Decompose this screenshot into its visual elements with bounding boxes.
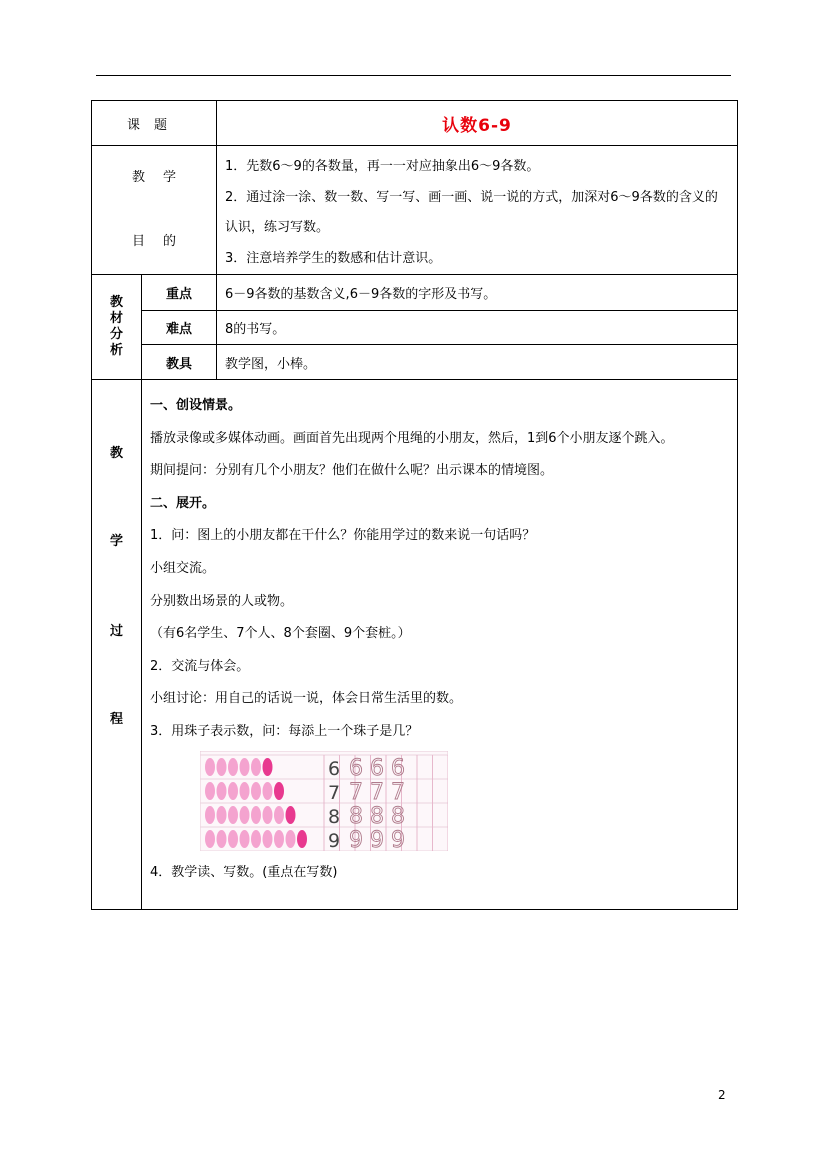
process-line: 1．问：图上的小朋友都在干什么？你能用学过的数来说一句话吗？ [150, 528, 536, 544]
bead [205, 782, 215, 800]
bead [263, 758, 273, 776]
bead [240, 782, 250, 800]
bead [228, 830, 238, 848]
objective-item: 3．注意培养学生的数感和估计意识。 [225, 250, 442, 266]
process-line: 3．用珠子表示数，问：每添上一个珠子是几？ [150, 723, 419, 739]
process-label-char: 教 [109, 446, 123, 461]
process-label-cell [92, 380, 142, 910]
traced-number: 7 [349, 779, 363, 805]
bead-counting-figure [200, 751, 448, 851]
bead [274, 830, 284, 848]
figure-number: 6 [328, 757, 341, 780]
bead [274, 782, 284, 800]
bead [240, 758, 250, 776]
bead [286, 806, 296, 824]
topic-label: 课题 [127, 117, 182, 133]
traced-number: 7 [370, 779, 384, 805]
traced-number: 9 [349, 827, 363, 851]
section-heading: 二、展开。 [150, 495, 216, 511]
bead [240, 830, 250, 848]
traced-number: 6 [370, 755, 384, 781]
bead [251, 782, 261, 800]
topic-label-cell [92, 101, 217, 146]
analysis-row-label: 难点 [142, 311, 217, 345]
analysis-row-text: 教学图，小棒。 [217, 345, 738, 380]
bead [217, 806, 227, 824]
bead [205, 806, 215, 824]
analysis-row-text: 6－9各数的基数含义,6－9各数的字形及书写。 [217, 275, 738, 311]
analysis-row-label: 重点 [142, 275, 217, 311]
traced-number: 8 [370, 803, 384, 829]
bead [286, 830, 296, 848]
bead [240, 806, 250, 824]
process-line: （有6名学生、7个人、8个套圈、9个套桩。） [150, 626, 411, 642]
bead [205, 758, 215, 776]
process-line: 小组交流。 [150, 560, 216, 576]
bead [217, 830, 227, 848]
figure-number: 7 [328, 781, 341, 804]
bead [274, 806, 284, 824]
process-label-char: 程 [109, 712, 123, 727]
process-label-char: 过 [109, 624, 123, 639]
traced-number: 9 [391, 827, 405, 851]
figure-number: 8 [328, 805, 341, 828]
process-label-char: 学 [109, 534, 123, 549]
bead [228, 806, 238, 824]
process-line: 期间提问：分别有几个小朋友？他们在做什么呢？出示课本的情境图。 [150, 463, 554, 479]
bead [217, 758, 227, 776]
section-heading: 一、创设情景。 [150, 398, 242, 413]
traced-number: 6 [349, 755, 363, 781]
bead [263, 782, 273, 800]
figure-number: 9 [328, 829, 341, 851]
bead [263, 806, 273, 824]
traced-number: 6 [391, 755, 405, 781]
topic-title: 认数6-9 [217, 101, 738, 146]
bead [251, 758, 261, 776]
bead [228, 782, 238, 800]
objectives-label-line2: 目的 [132, 234, 195, 249]
process-line: 小组讨论：用自己的话说一说，体会日常生活里的数。 [150, 691, 463, 707]
bead [251, 830, 261, 848]
page-number: 2 [718, 1088, 726, 1102]
process-line: 2．交流与体会。 [150, 658, 250, 674]
bead [297, 830, 307, 848]
process-line: 4．教学读、写数。(重点在写数) [150, 864, 338, 880]
lesson-plan-table [91, 100, 738, 910]
traced-number: 8 [391, 803, 405, 829]
objectives-label-cell [92, 146, 217, 275]
process-content [142, 380, 738, 910]
analysis-row-text: 8的书写。 [217, 311, 738, 345]
traced-number: 8 [349, 803, 363, 829]
objective-item: 2．通过涂一涂、数一数、写一写、画一画、说一说的方式，加深对6～9各数的含义的认识，练习写数。 [225, 189, 718, 235]
objective-item: 1．先数6～9的各数量，再一一对应抽象出6～9各数。 [225, 159, 540, 174]
bead [228, 758, 238, 776]
process-line: 播放录像或多媒体动画。画面首先出现两个甩绳的小朋友，然后，1到6个小朋友逐个跳入。 [150, 430, 674, 446]
process-line: 分别数出场景的人或物。 [150, 593, 294, 609]
bead [217, 782, 227, 800]
bead [263, 830, 273, 848]
traced-number: 9 [370, 827, 384, 851]
bead [205, 830, 215, 848]
analysis-row-label: 教具 [142, 345, 217, 380]
bead [251, 806, 261, 824]
analysis-label-cell [92, 275, 142, 380]
analysis-label: 教材分析 [109, 295, 123, 358]
traced-number: 7 [391, 779, 405, 805]
top-rule [96, 75, 731, 76]
objectives-label-line1: 教学 [132, 170, 195, 185]
objectives-content [217, 146, 738, 275]
